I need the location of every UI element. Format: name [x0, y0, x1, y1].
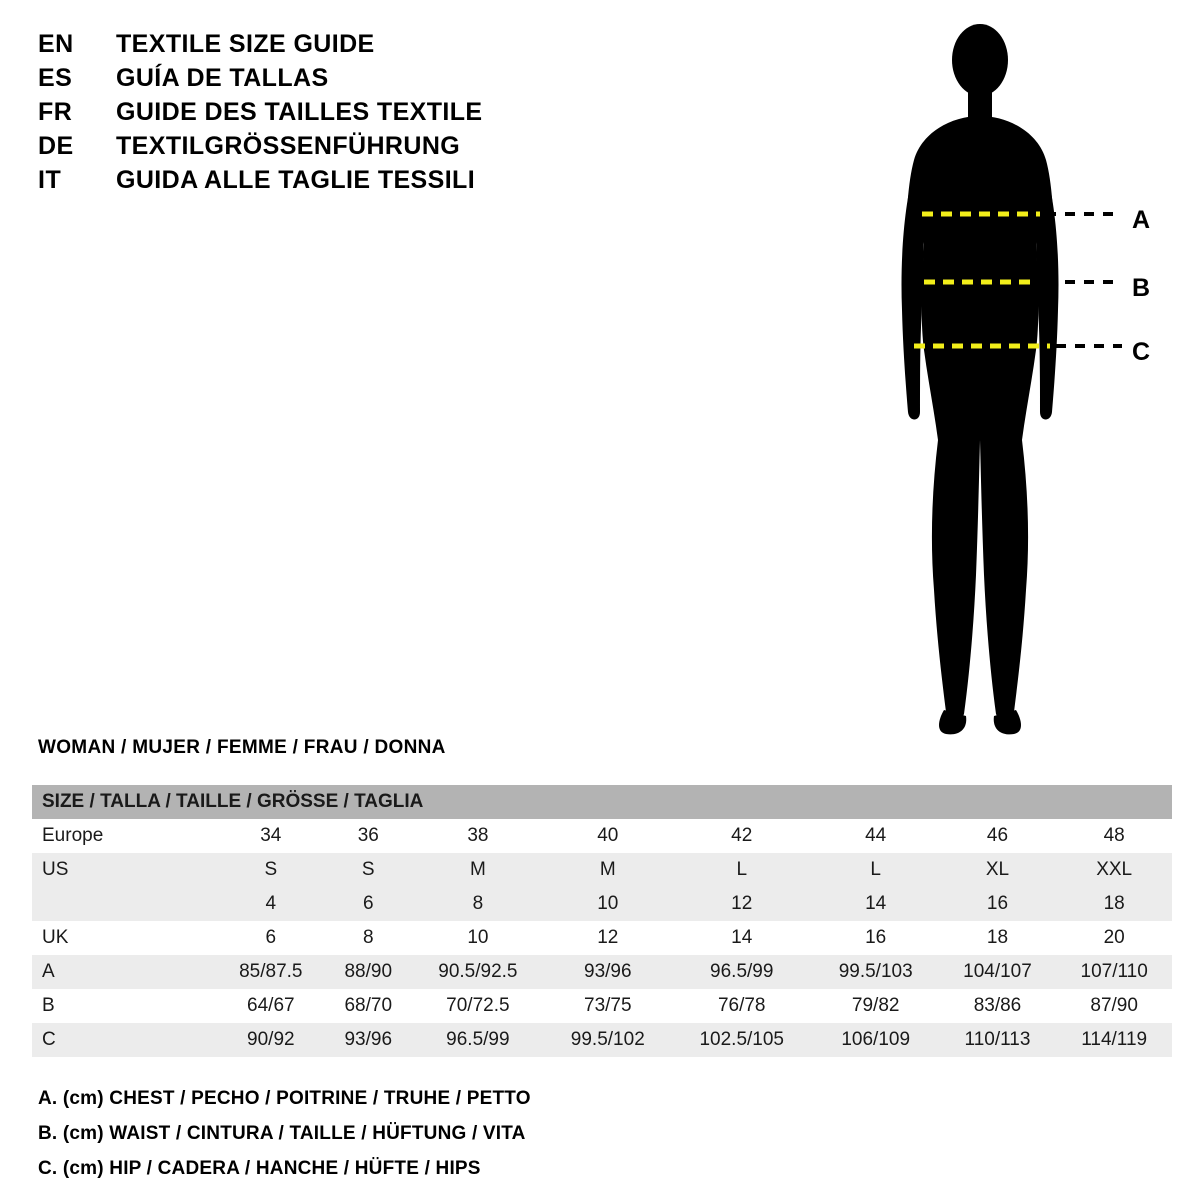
table-header-row	[32, 785, 1172, 819]
table-cell: 88/90	[326, 955, 411, 989]
table-cell: 12	[671, 887, 813, 921]
legend-item-hip: C. (cm) HIP / CADERA / HANCHE / HÜFTE / HIPS	[38, 1158, 481, 1179]
table-cell: 42	[671, 819, 813, 853]
table-cell: 73/75	[545, 989, 671, 1023]
table-cell: 12	[545, 921, 671, 955]
table-cell: XL	[939, 853, 1057, 887]
title-row	[38, 64, 558, 93]
table-cell: 76/78	[671, 989, 813, 1023]
row-label	[32, 887, 216, 921]
table-header-label: SIZE / TALLA / TAILLE / GRÖSSE / TAGLIA	[32, 785, 1172, 819]
marker-label-a: A	[1132, 206, 1151, 234]
table-cell: 64/67	[216, 989, 326, 1023]
row-label: Europe	[32, 819, 216, 853]
size-table	[32, 785, 1172, 1057]
table-cell: 106/109	[813, 1023, 939, 1057]
row-label: C	[32, 1023, 216, 1057]
table-row	[32, 921, 1172, 955]
table-cell: 110/113	[939, 1023, 1057, 1057]
title-text: GUIDE DES TAILLES TEXTILE	[116, 98, 483, 126]
section-heading: WOMAN / MUJER / FEMME / FRAU / DONNA	[38, 737, 446, 758]
table-cell: 20	[1056, 921, 1172, 955]
table-cell: 10	[411, 921, 545, 955]
table-cell: 6	[326, 887, 411, 921]
title-lang-code: EN	[38, 30, 74, 58]
table-cell: M	[411, 853, 545, 887]
table-cell: 102.5/105	[671, 1023, 813, 1057]
title-row	[38, 166, 558, 195]
table-cell: 14	[813, 887, 939, 921]
table-cell: 8	[326, 921, 411, 955]
title-lang-code: DE	[38, 132, 74, 160]
title-lang-code: FR	[38, 98, 73, 126]
table-cell: 87/90	[1056, 989, 1172, 1023]
legend-item-waist: B. (cm) WAIST / CINTURA / TAILLE / HÜFTUNG / VITA	[38, 1123, 526, 1144]
table-cell: 44	[813, 819, 939, 853]
table-cell: 96.5/99	[671, 955, 813, 989]
measurement-legend	[38, 1088, 531, 1193]
table-row	[32, 819, 1172, 853]
table-cell: 99.5/103	[813, 955, 939, 989]
table-cell: M	[545, 853, 671, 887]
row-label: UK	[32, 921, 216, 955]
title-row	[38, 132, 558, 161]
title-text: TEXTILE SIZE GUIDE	[116, 30, 375, 58]
table-cell: 114/119	[1056, 1023, 1172, 1057]
title-lang-code: IT	[38, 166, 62, 194]
female-silhouette-figure	[860, 20, 1180, 740]
table-cell: 79/82	[813, 989, 939, 1023]
table-cell: 34	[216, 819, 326, 853]
table-cell: L	[671, 853, 813, 887]
table-cell: 93/96	[326, 1023, 411, 1057]
marker-label-c: C	[1132, 338, 1151, 366]
table-cell: 107/110	[1056, 955, 1172, 989]
table-cell: 36	[326, 819, 411, 853]
table-row	[32, 989, 1172, 1023]
table-cell: 18	[939, 921, 1057, 955]
table-cell: S	[326, 853, 411, 887]
table-cell: 4	[216, 887, 326, 921]
table-cell: 85/87.5	[216, 955, 326, 989]
table-cell: 10	[545, 887, 671, 921]
row-label: B	[32, 989, 216, 1023]
row-label: A	[32, 955, 216, 989]
table-row	[32, 1023, 1172, 1057]
marker-label-b: B	[1132, 274, 1151, 302]
table-cell: 16	[939, 887, 1057, 921]
table-cell: 104/107	[939, 955, 1057, 989]
title-text: TEXTILGRÖSSENFÜHRUNG	[116, 132, 461, 160]
table-cell: 8	[411, 887, 545, 921]
table-cell: 99.5/102	[545, 1023, 671, 1057]
table-row	[32, 853, 1172, 887]
table-cell: 6	[216, 921, 326, 955]
table-cell: 46	[939, 819, 1057, 853]
table-cell: 96.5/99	[411, 1023, 545, 1057]
table-cell: 38	[411, 819, 545, 853]
body-shape	[902, 24, 1059, 734]
table-cell: 68/70	[326, 989, 411, 1023]
table-row	[32, 955, 1172, 989]
table-cell: 48	[1056, 819, 1172, 853]
table-cell: 40	[545, 819, 671, 853]
table-cell: XXL	[1056, 853, 1172, 887]
table-row	[32, 887, 1172, 921]
title-block	[38, 30, 558, 200]
table-cell: 90.5/92.5	[411, 955, 545, 989]
legend-item-chest: A. (cm) CHEST / PECHO / POITRINE / TRUHE / PETTO	[38, 1088, 531, 1109]
table-cell: 14	[671, 921, 813, 955]
table-cell: 93/96	[545, 955, 671, 989]
title-lang-code: ES	[38, 64, 73, 92]
title-text: GUIDA ALLE TAGLIE TESSILI	[116, 166, 476, 194]
table-cell: L	[813, 853, 939, 887]
table-cell: 18	[1056, 887, 1172, 921]
table-cell: 16	[813, 921, 939, 955]
title-text: GUÍA DE TALLAS	[116, 64, 329, 92]
table-cell: S	[216, 853, 326, 887]
row-label: US	[32, 853, 216, 887]
title-row	[38, 30, 558, 59]
table-cell: 90/92	[216, 1023, 326, 1057]
silhouette-svg	[860, 20, 1180, 740]
table-cell: 70/72.5	[411, 989, 545, 1023]
table-cell: 83/86	[939, 989, 1057, 1023]
title-row	[38, 98, 558, 127]
